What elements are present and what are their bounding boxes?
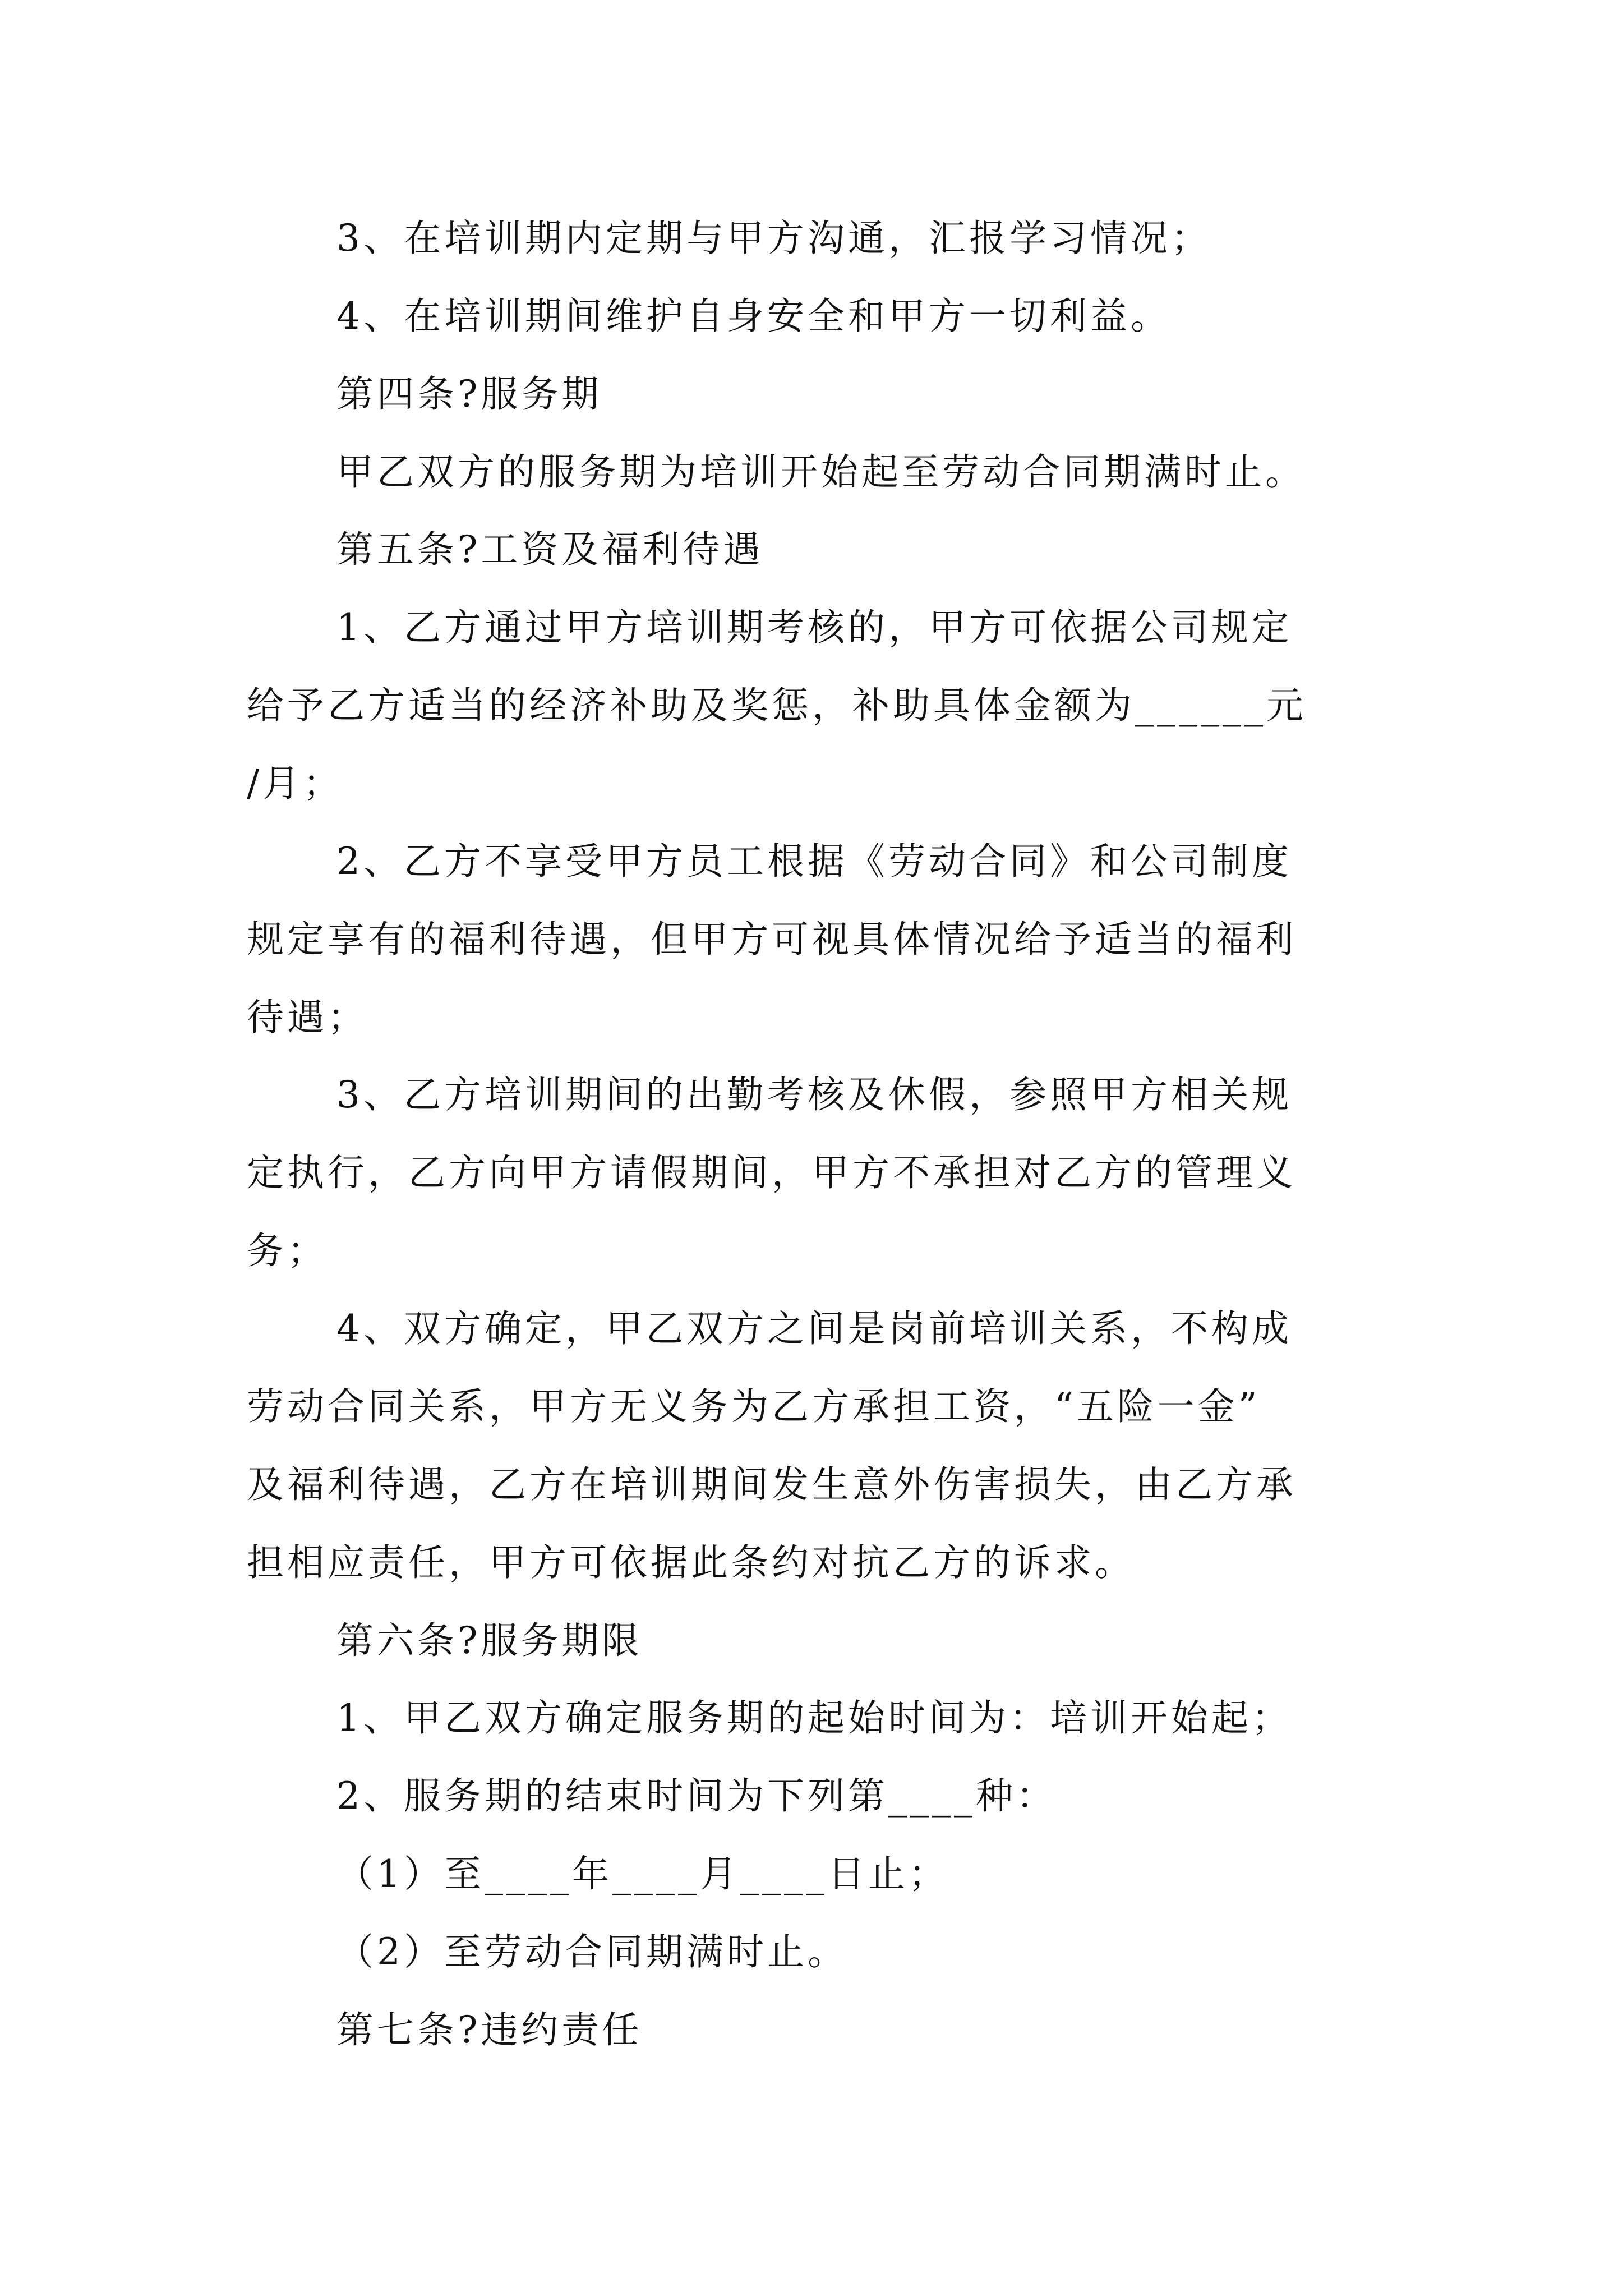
section-heading: 第六条?服务期限 xyxy=(336,1619,643,1662)
section-heading: 第五条?工资及福利待遇 xyxy=(336,528,764,571)
text-line: 及福利待遇，乙方在培训期间发生意外伤害损失，由乙方承 xyxy=(247,1463,1297,1506)
text-line: 3、在培训期内定期与甲方沟通，汇报学习情况； xyxy=(336,217,1211,260)
text-line: （1）至____年____月____日止； xyxy=(336,1852,949,1895)
text-line: 规定享有的福利待遇，但甲方可视具体情况给予适当的福利 xyxy=(247,918,1297,961)
text-line: 1、甲乙双方确定服务期的起始时间为：培训开始起； xyxy=(336,1696,1292,1740)
text-line: （2）至劳动合同期满时止。 xyxy=(336,1930,848,1973)
text-line: 2、乙方不享受甲方员工根据《劳动合同》和公司制度 xyxy=(336,840,1292,883)
text-line: 甲乙双方的服务期为培训开始起至劳动合同期满时止。 xyxy=(336,450,1306,494)
text-line: 务； xyxy=(247,1229,328,1272)
section-heading: 第七条?违约责任 xyxy=(336,2008,643,2051)
text-line: 劳动合同关系，甲方无义务为乙方承担工资，“五险一金” xyxy=(247,1385,1261,1428)
text-line: 2、服务期的结束时间为下列第____种： xyxy=(336,1774,1057,1818)
text-line: /月； xyxy=(247,762,344,805)
text-line: 定执行，乙方向甲方请假期间，甲方不承担对乙方的管理义 xyxy=(247,1151,1297,1194)
text-line: 4、在培训期间维护自身安全和甲方一切利益。 xyxy=(336,295,1171,338)
text-line: 给予乙方适当的经济补助及奖惩，补助具体金额为______元 xyxy=(247,684,1307,727)
text-line: 4、双方确定，甲乙双方之间是岗前培训关系，不构成 xyxy=(336,1307,1292,1350)
text-line: 待遇； xyxy=(247,996,368,1039)
text-line: 1、乙方通过甲方培训期考核的，甲方可依据公司规定 xyxy=(336,606,1292,649)
section-heading: 第四条?服务期 xyxy=(336,372,602,416)
text-line: 3、乙方培训期间的出勤考核及休假，参照甲方相关规 xyxy=(336,1073,1292,1116)
text-line: 担相应责任，甲方可依据此条约对抗乙方的诉求。 xyxy=(247,1541,1135,1584)
